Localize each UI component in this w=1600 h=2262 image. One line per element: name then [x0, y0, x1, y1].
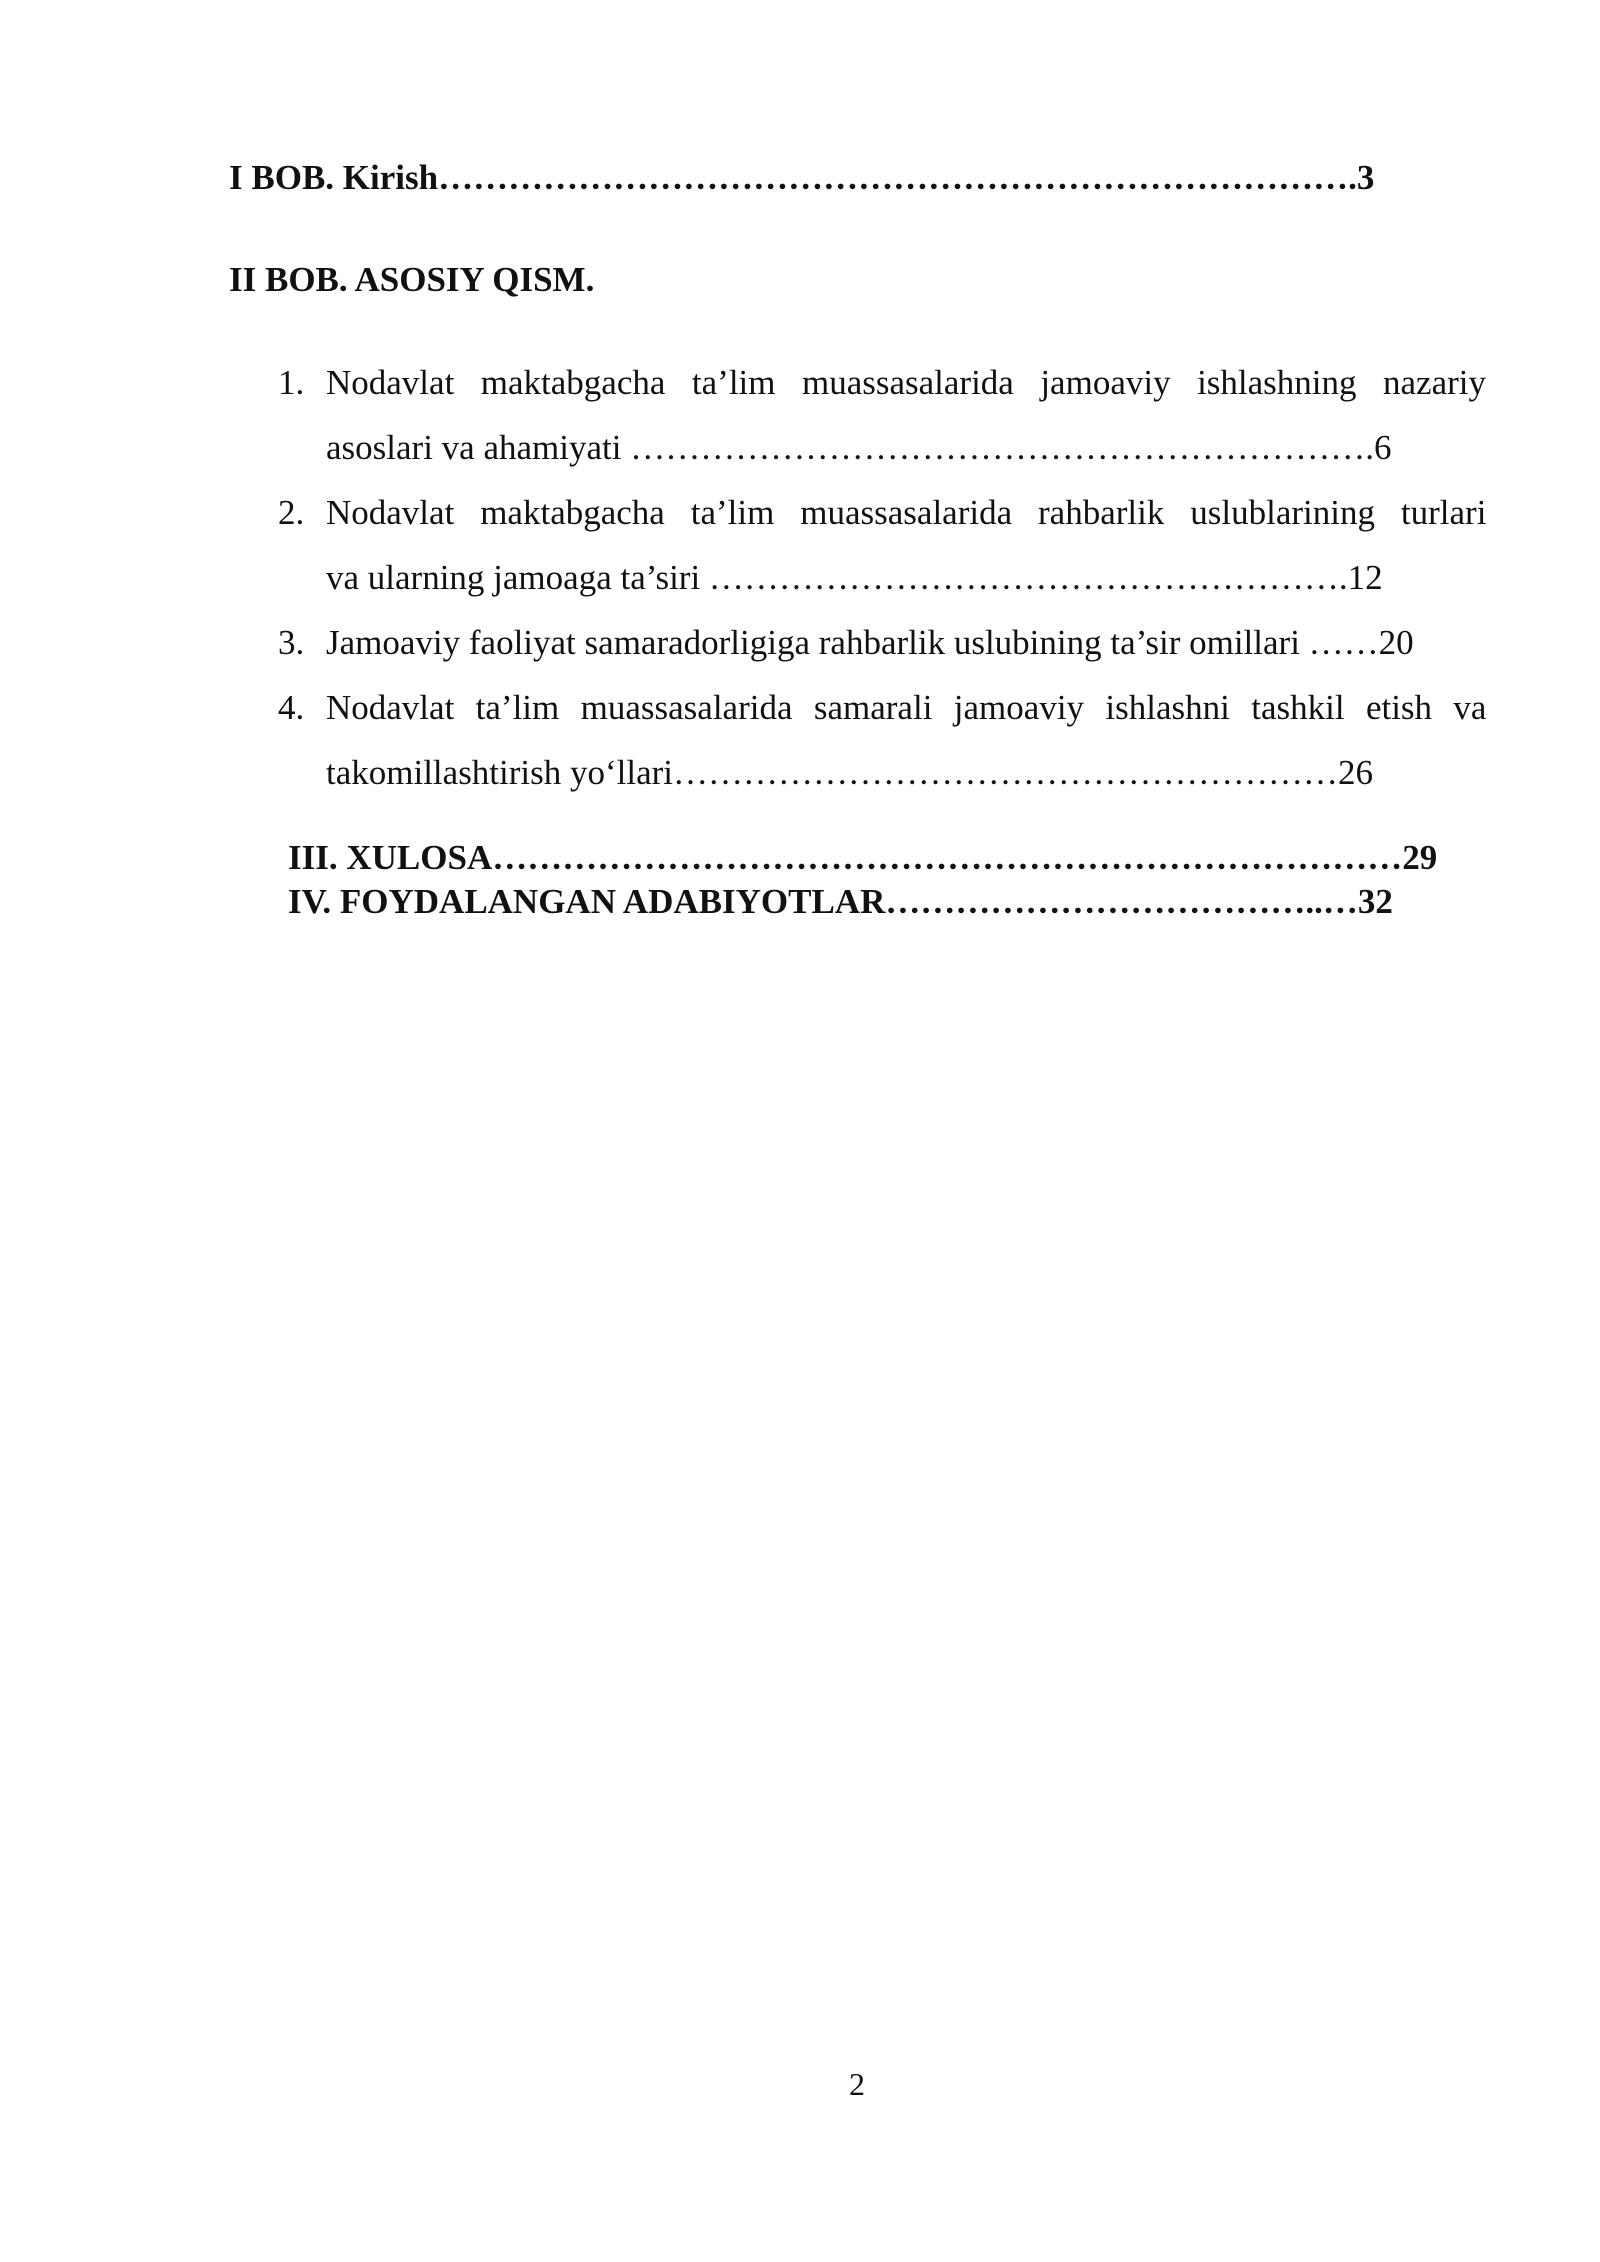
toc-item-number: 1.	[278, 363, 305, 402]
toc-item-4-line-2: takomillashtirish yo‘llari…………………………………………………26	[326, 753, 1374, 792]
toc-item-number: 2.	[278, 493, 305, 532]
page-number: 2	[849, 2066, 865, 2102]
toc-item-2-line-2: va ularning jamoaga ta’siri ……………………………………………….12	[326, 558, 1383, 597]
toc-item-3-line-1: Jamoaviy faoliyat samaradorligiga rahbarlik uslubining ta’sir omillari ……20	[326, 623, 1414, 662]
toc-item-1-line-1: Nodavlat maktabgacha ta’lim muassasalarida jamoaviy ishlashning nazariy	[326, 363, 1486, 402]
toc-chapter-1: I BOB. Kirish…………………………………………………………………….3	[229, 158, 1375, 197]
toc-item-2-line-1: Nodavlat maktabgacha ta’lim muassasalarida rahbarlik uslublarining turlari	[326, 493, 1487, 532]
toc-chapter-2: II BOB. ASOSIY QISM.	[229, 260, 595, 299]
toc-item-4-line-1: Nodavlat ta’lim muassasalarida samarali jamoaviy ishlashni tashkil etish va	[326, 688, 1487, 727]
toc-item-1-line-2: asoslari va ahamiyati ……………………………………………………….6	[326, 428, 1392, 467]
toc-item-number: 4.	[278, 688, 305, 727]
toc-chapter-4: IV. FOYDALANGAN ADABIYOTLAR………………………………..…32	[288, 882, 1393, 921]
toc-chapter-3: III. XULOSA……………………………………………………………………29	[288, 838, 1438, 877]
toc-item-number: 3.	[278, 623, 305, 662]
